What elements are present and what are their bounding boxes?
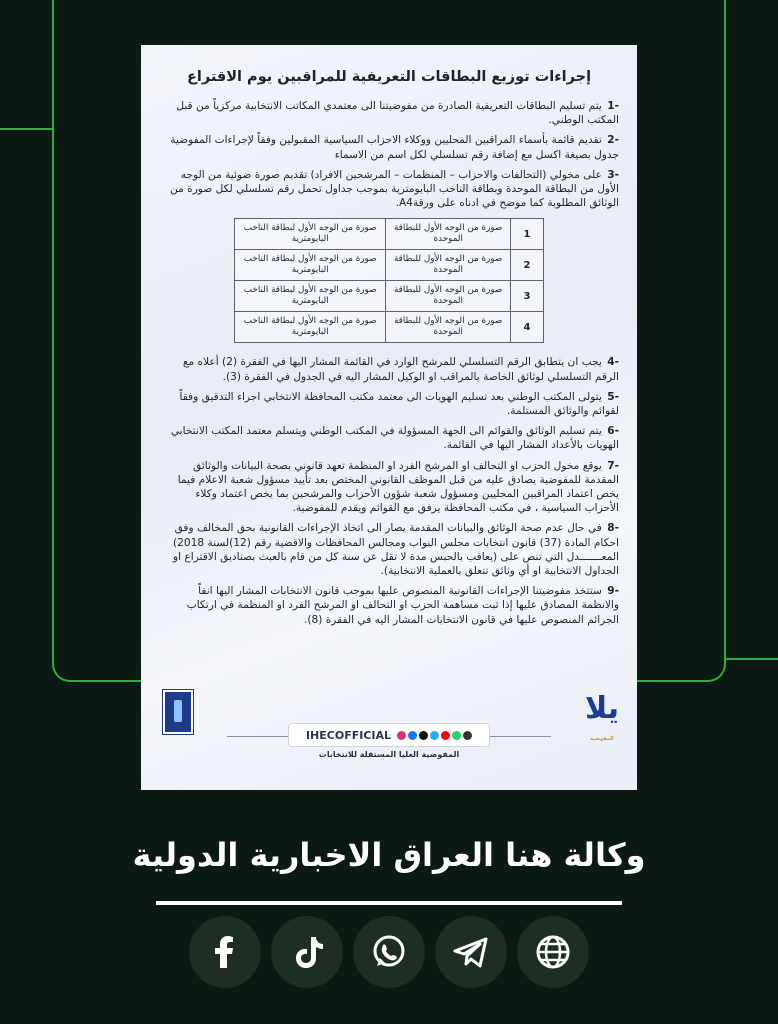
youtube-icon [441,731,450,740]
row-index: 4 [511,312,544,343]
table-cell: صورة من الوجه الأول للبطاقة الموحدة [386,281,511,312]
item-text: يجب ان يتطابق الرقم التسلسلي للمرشح الوارد في القائمة المشار اليها في الفقرة (2) أعلاه مع الرقم التسلسلي لوثائق الخاصة بالمراقب او الوكيل المشار اليه في الجدول في الفقرة (3). [182,356,619,383]
telegram-icon [451,932,491,972]
document-title: إجراءات توزيع البطاقات التعريفية للمراقبين يوم الاقتراع [186,69,592,85]
frame-stub-left [0,128,54,130]
list-item [159,424,619,452]
table-row [235,281,544,312]
instagram-icon [397,731,406,740]
item-number: 9- [607,585,619,598]
telegram-button[interactable] [435,916,507,988]
table-row [235,312,544,343]
item-text: في حال عدم صحة الوثائق والبيانات المقدمة يصار الى اتخاذ الإجراءات القانونية بحق المخالف وفق احكام المادة (37) قانون انتخابات مجلس النواب ومجالس المحافظات والاقضية رقم (12)لسنة 2018) المعـــــــدل التي تنص على (يعاقب بالحبس مدة لا تقل عن سنة كل من قام بالعبث بصناديق الاقتراع او الجداول الانتخابية او أي وثائق تتعلق بالعملية الانتخابية). [173,522,619,578]
row-index: 2 [511,250,544,281]
item-number: 2- [607,134,619,147]
agency-underline [156,901,622,905]
item-number: 8- [607,522,619,535]
item-number: 7- [607,459,619,472]
tiktok-icon [287,932,327,972]
whatsapp-icon [452,731,461,740]
x-icon [419,731,428,740]
facebook-button[interactable] [189,916,261,988]
row-index: 3 [511,281,544,312]
item-text: يتم تسليم الوثائق والقوائم الى الجهة المسؤولة في المكتب الوطني ويتسلم معتمد المكتب الانتخابي الهويات بالأعداد المشار اليها في القائمة. [170,425,619,452]
list-item [159,99,619,127]
item-text: على مخولي (التحالفات والاحزاب – المنظمات – المرشحين الافراد) تقديم صورة ضوئية من الوجه الأول من البطاقة الموحدة وبطاقة الناخب البايومترية بموجب جداول تحمل رقم تسلسلي لكل صورة من الوثائق المطلوبة كما موضح في ادناه على ورقةA4. [170,168,619,210]
table-cell: صورة من الوجه الأول للبطاقة الموحدة [386,250,511,281]
list-item [159,168,619,211]
list-item [159,133,619,161]
table-cell: صورة من الوجه الأول للبطاقة الموحدة [386,312,511,343]
item-number: 4- [607,356,619,369]
item-text: يوقع مخول الحزب او التحالف او المرشح الفرد او المنظمة تعهد قانوني بصحة البيانات والوثائق المقدمة للمفوضية يصادق عليه من قبل الموظف القانوني المختص بعد تأييد مسؤول شعبة الاعلام فيما يخص اعتماد المراقبين المحليين ومسؤول شعبة شؤون الأحزاب والمرشحين بما يخص اعتماد وكلاء الأحزاب السياسية ، في مكتب المحافظة يرفق مع القوائم ويقدم للمفوضية. [177,459,619,515]
globe-icon [533,932,573,972]
telegram-icon [430,731,439,740]
table-cell: صورة من الوجه الأول لبطاقة الناخب البايومترية [235,312,386,343]
ihec-logo [163,690,193,734]
list-item [159,355,619,383]
item-number: 1- [607,100,619,112]
item-text: تقديم قائمة بأسماء المراقبين المحليين ووكلاء الاحزاب السياسية المقبولين وفقاً لإجراءات المفوضية جدول بصيغة اكسل مع إضافة رقم تسلسلي لكل اسم من الاسماء [170,134,619,161]
whatsapp-icon [369,932,409,972]
website-button[interactable] [517,916,589,988]
document-footer [141,691,637,790]
table-cell: صورة من الوجه الأول للبطاقة الموحدة [386,219,511,250]
frame-stub-right [724,658,778,660]
item-number: 3- [607,168,619,181]
table-cell: صورة من الوجه الأول لبطاقة الناخب البايومترية [235,250,386,281]
table-cell: صورة من الوجه الأول لبطاقة الناخب البايومترية [235,281,386,312]
row-index: 1 [511,219,544,250]
table-row [235,250,544,281]
item-number: 6- [607,425,619,438]
item-text: يتم تسليم البطاقات التعريفية الصادرة من مفوضيتنا الى معتمدي المكاتب الانتخابية مركزياً من قبل المكتب الوطني. [176,100,619,127]
announcement-document [141,45,637,790]
documents-table [234,218,544,343]
item-text: ستتخذ مفوضيتنا الإجراءات القانونية المنصوص عليها بموجب قانون الانتخابات المشار اليها انفاً والانظمة المصادق عليها إذا ثبت مساهمة الحزب او التحالف او المرشح الفرد او المنظمة في ارتكاب الجرائم المنصوص عليها في قانون الانتخابات المشار اليه في الفقرة (8). [186,585,619,626]
list-item [159,521,619,578]
tiktok-button[interactable] [271,916,343,988]
agency-name: وكالة هنا العراق الاخبارية الدولية [132,836,646,874]
whatsapp-button[interactable] [353,916,425,988]
threads-icon [463,731,472,740]
item-text: يتولى المكتب الوطني بعد تسليم الهويات الى معتمد مكتب المحافظة الانتخابي اجراء التدقيق وفقاً لقوائم والوثائق المستلمة. [179,390,619,418]
handle-text: IHECOFFICIAL [305,728,392,742]
social-links [0,916,778,988]
yalla-logo: يلا المفوضية [584,691,619,742]
table-row [235,219,544,250]
table-cell: صورة من الوجه الأول لبطاقة الناخب البايومترية [235,219,386,250]
list-item [159,584,619,627]
social-handle-badge [289,724,489,746]
list-item [159,390,619,418]
list-item [159,459,619,516]
facebook-icon [205,932,245,972]
item-number: 5- [607,390,619,403]
facebook-icon [408,731,417,740]
footer-subtitle: المفوضية العليا المستقلة للانتخابات [318,750,460,759]
